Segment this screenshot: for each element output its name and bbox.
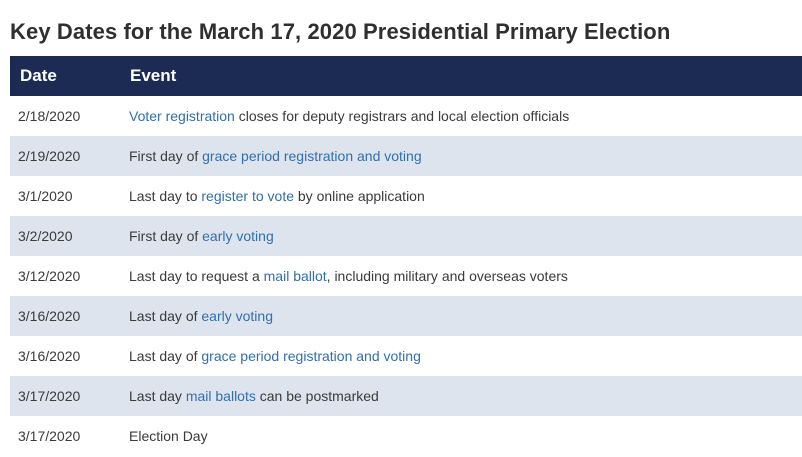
table-body <box>10 96 802 456</box>
table-row <box>10 96 802 136</box>
table-row <box>10 336 802 376</box>
event-cell <box>121 296 802 336</box>
key-dates-table <box>10 56 802 456</box>
event-link[interactable]: register to vote <box>201 188 294 204</box>
event-cell <box>121 216 802 256</box>
event-cell <box>121 336 802 376</box>
page-title: Key Dates for the March 17, 2020 Presidential Primary Election <box>10 19 671 44</box>
event-text: by online application <box>294 188 425 204</box>
event-text: Last day to request a <box>129 268 264 284</box>
event-link[interactable]: early voting <box>201 308 273 324</box>
event-text: can be postmarked <box>255 388 379 404</box>
event-cell <box>121 176 802 216</box>
date-cell: 3/17/2020 <box>10 376 121 416</box>
date-cell: 2/18/2020 <box>10 96 121 136</box>
date-cell: 3/16/2020 <box>10 336 121 376</box>
table-header-row <box>10 56 802 96</box>
event-link[interactable]: grace period registration and voting <box>201 348 421 364</box>
date-cell: 3/1/2020 <box>10 176 121 216</box>
event-cell <box>121 96 802 136</box>
column-header-date: Date <box>10 56 121 96</box>
event-link[interactable]: early voting <box>202 228 274 244</box>
event-cell <box>121 416 802 456</box>
event-text: Election Day <box>129 428 208 444</box>
table-row <box>10 256 802 296</box>
event-text: Last day of <box>129 308 202 324</box>
event-text: Last day of <box>129 348 202 364</box>
table-row <box>10 176 802 216</box>
table-row <box>10 416 802 456</box>
event-link[interactable]: mail ballots <box>185 388 256 404</box>
event-text: Last day <box>129 388 186 404</box>
table-header <box>10 56 802 96</box>
date-cell: 3/12/2020 <box>10 256 121 296</box>
table-row <box>10 136 802 176</box>
table-row <box>10 296 802 336</box>
event-text: closes for deputy registrars and local election officials <box>234 108 570 124</box>
table-row <box>10 216 802 256</box>
event-text: Last day to <box>129 188 202 204</box>
column-header-event: Event <box>121 56 802 96</box>
event-cell <box>121 376 802 416</box>
event-link[interactable]: Voter registration <box>129 108 235 124</box>
date-cell: 3/17/2020 <box>10 416 121 456</box>
event-cell <box>121 136 802 176</box>
event-link[interactable]: mail ballot <box>263 268 327 284</box>
event-text: , including military and overseas voters <box>326 268 568 284</box>
table-row <box>10 376 802 416</box>
event-link[interactable]: grace period registration and voting <box>202 148 422 164</box>
date-cell: 2/19/2020 <box>10 136 121 176</box>
event-cell <box>121 256 802 296</box>
event-text: First day of <box>129 228 203 244</box>
event-text: First day of <box>129 148 203 164</box>
date-cell: 3/16/2020 <box>10 296 121 336</box>
date-cell: 3/2/2020 <box>10 216 121 256</box>
